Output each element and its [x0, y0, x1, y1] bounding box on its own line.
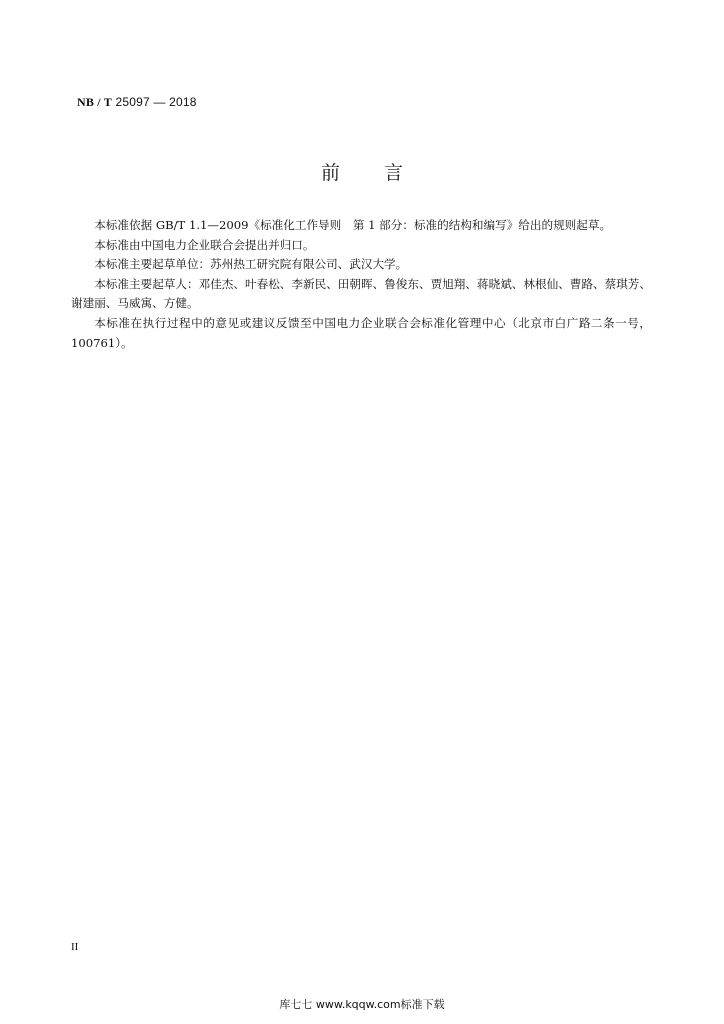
foreword-body	[71, 216, 651, 353]
standard-code	[77, 95, 197, 110]
footer-watermark: 库七七 www.kqqw.com标准下载	[279, 998, 445, 1011]
paragraph-feedback: 本标准在执行过程中的意见或建议反馈至中国电力企业联合会标准化管理中心（北京市白广路二条一号，100761）。	[71, 315, 651, 350]
paragraph-proposer: 本标准由中国电力企业联合会提出并归口。	[94, 237, 315, 252]
standard-number: 25097 — 2018	[115, 95, 197, 109]
page-number: II	[71, 941, 79, 953]
paragraph-drafters: 本标准主要起草人：邓佳杰、叶春松、李新民、田朝晖、鲁俊东、贾旭翔、蒋晓斌、林根仙、曹路、蔡琪芳、谢建丽、马威寓、方健。	[71, 276, 651, 311]
page-title: 前言	[320, 162, 447, 184]
paragraph-drafting-rules: 本标准依据 GB/T 1.1—2009《标准化工作导则 第 1 部分：标准的结构和编写》给出的规则起草。	[94, 218, 612, 232]
paragraph-drafting-units: 本标准主要起草单位：苏州热工研究院有限公司、武汉大学。	[94, 257, 408, 272]
standard-prefix: NB / T	[77, 95, 112, 109]
